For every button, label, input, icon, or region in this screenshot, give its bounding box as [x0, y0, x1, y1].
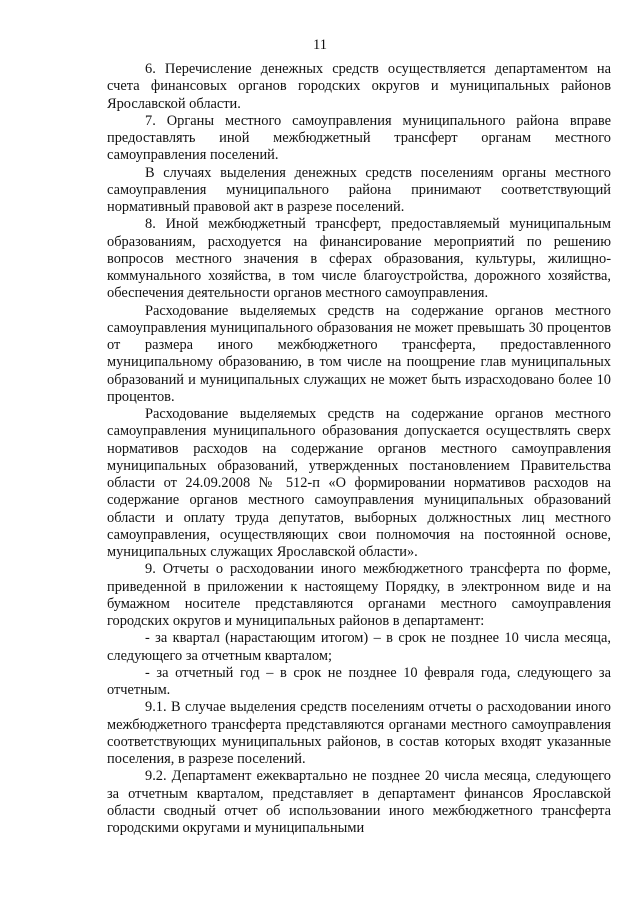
paragraph-7: 7. Органы местного самоуправления муниципального района вправе предоставлять иной межбюджетный трансферт органам местного самоуправления поселений.	[107, 112, 611, 164]
paragraph-8: 8. Иной межбюджетный трансферт, предоставляемый муниципальным образованиям, расходуется на финансирование мероприятий по решению вопросов местного значения в сферах образования, культуры, жилищно-коммунального хозяйства, в том числе благоустройства, дорожного хозяйства, обеспечения деятельности органов местного самоуправления.	[107, 216, 611, 302]
page-number: 11	[313, 37, 327, 53]
paragraph-6: 6. Перечисление денежных средств осуществляется департаментом на счета финансовых органов городских округов и муниципальных районов Ярославской области.	[107, 61, 611, 112]
document-body	[107, 61, 611, 837]
paragraph-8-exception: Расходование выделяемых средств на содержание органов местного самоуправления муниципального образования допускается осуществлять сверх нормативов расходов на содержание органов местного самоуправления муниципальных образований, утвержденных постановлением Правительства области от 24.09.2008 № 512-п «О формировании нормативов расходов на содержание органов местного самоуправления муниципальных образований области и оплату труда депутатов, выборных должностных лиц местного самоуправления, осуществляющих свои полномочия на постоянной основе, муниципальных служащих Ярославской области».	[107, 406, 611, 560]
paragraph-9-2: 9.2. Департамент ежеквартально не позднее 20 числа месяца, следующего за отчетным кварталом, представляет в департамент финансов Ярославской области сводный отчет об использовании иного межбюджетного трансферта городскими округами и муниципальными	[107, 768, 611, 836]
paragraph-8-limit: Расходование выделяемых средств на содержание органов местного самоуправления муниципального образования не может превышать 30 процентов от размера иного межбюджетного трансферта, предоставленного муниципальному образованию, в том числе на поощрение глав муниципальных образований и муниципальных служащих не может быть израсходовано более 10 процентов.	[107, 302, 611, 405]
paragraph-7-note: В случаях выделения денежных средств поселениям органы местного самоуправления муниципального района принимают соответствующий нормативный правовой акт в разрезе поселений.	[107, 164, 611, 215]
paragraph-9-1: 9.1. В случае выделения средств поселениям отчеты о расходовании иного межбюджетного трансферта представляются органами местного самоуправления соответствующих муниципальных районов, в состав которых входят указанные поселения, в разрезе поселений.	[107, 699, 611, 767]
paragraph-9-year: - за отчетный год – в срок не позднее 10 февраля года, следующего за отчетным.	[107, 664, 611, 698]
paragraph-9-quarter: - за квартал (нарастающим итогом) – в срок не позднее 10 числа месяца, следующего за отчетным кварталом;	[107, 630, 611, 664]
paragraph-9: 9. Отчеты о расходовании иного межбюджетного трансферта по форме, приведенной в приложении к настоящему Порядку, в электронном виде и на бумажном носителе представляются органами местного самоуправления городских округов и муниципальных районов в департамент:	[107, 561, 611, 629]
